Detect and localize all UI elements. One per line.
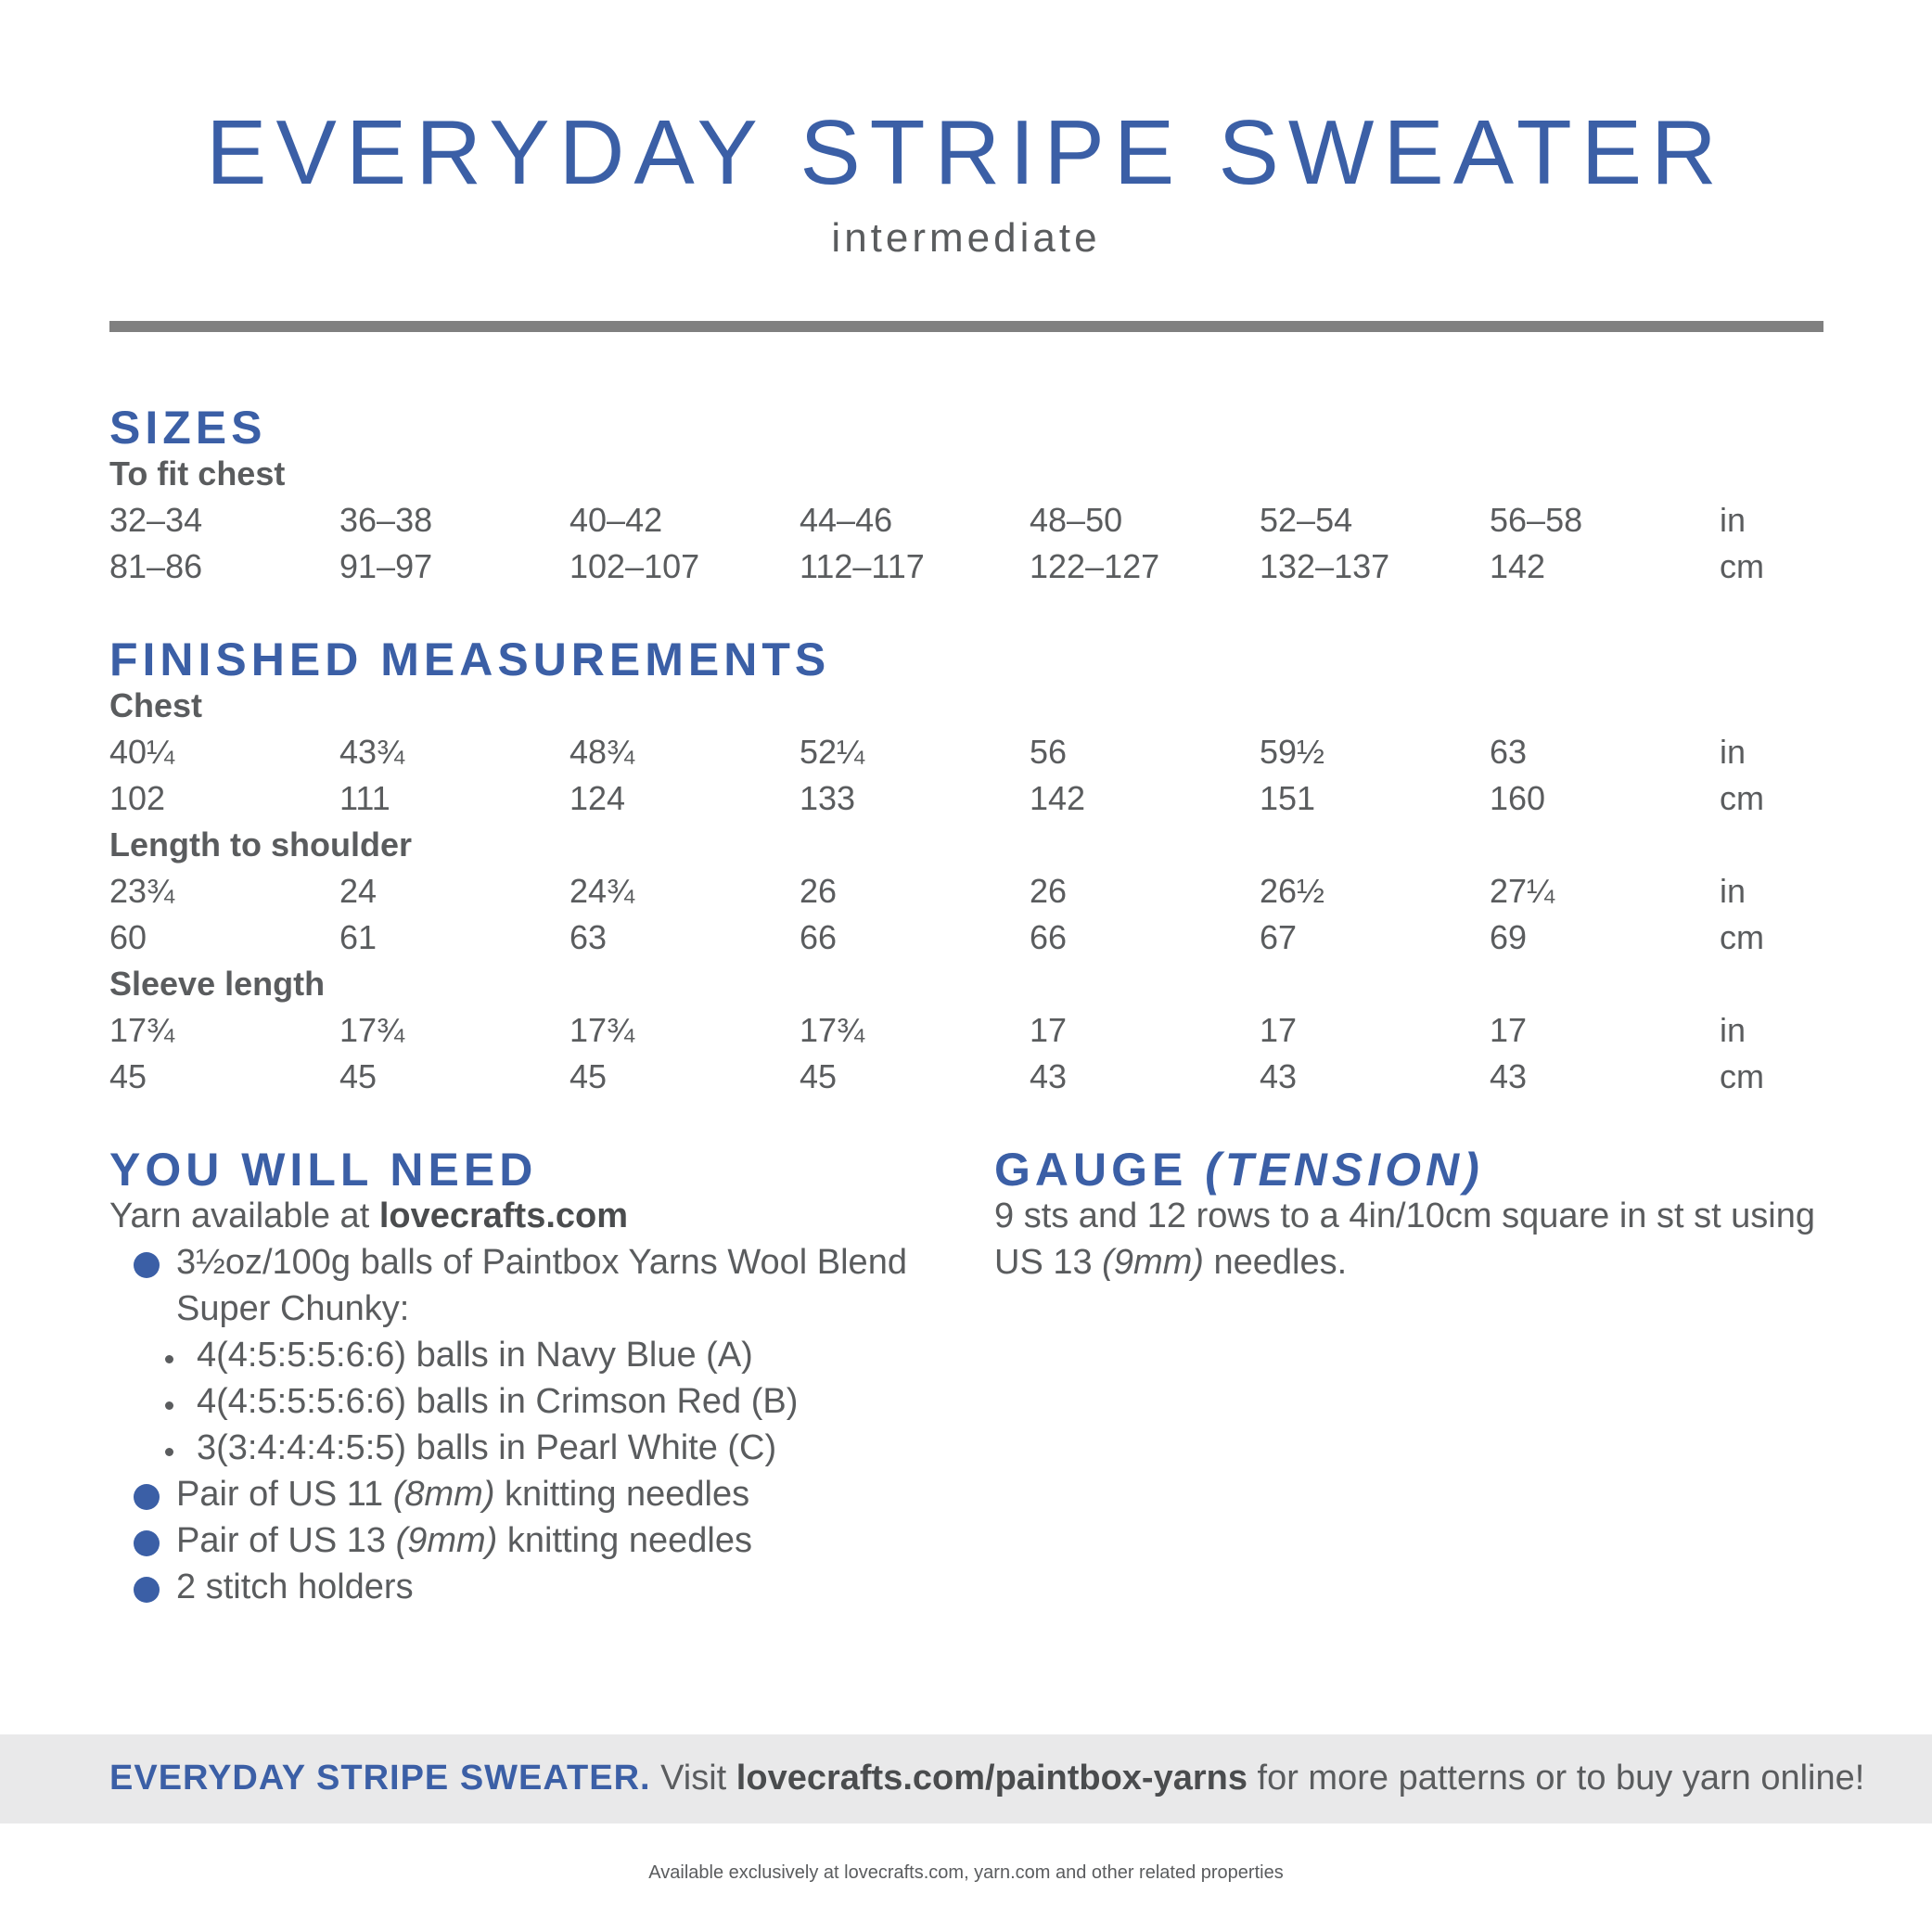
unit-label: in bbox=[1720, 1011, 1746, 1049]
gauge-heading-main: GAUGE bbox=[994, 1144, 1206, 1196]
stitch-holders-item: 2 stitch holders bbox=[176, 1567, 414, 1606]
size-value: 122–127 bbox=[1030, 547, 1160, 585]
availability-note: Available exclusively at lovecrafts.com, yarn.com and other related properties bbox=[648, 1862, 1284, 1883]
needles-size: (9mm) bbox=[395, 1521, 498, 1560]
measurement-value: 17¾ bbox=[800, 1011, 865, 1049]
measurement-value: 56 bbox=[1030, 733, 1068, 771]
size-value: 40–42 bbox=[569, 501, 663, 539]
gauge-text: needles. bbox=[1203, 1243, 1348, 1282]
measurement-value: 43 bbox=[1490, 1057, 1528, 1095]
yarn-color-item: 3(3:4:4:4:5:5) balls in Pearl White (C) bbox=[197, 1428, 777, 1467]
gauge-needle-size: (9mm) bbox=[1102, 1243, 1204, 1282]
divider bbox=[109, 321, 1823, 332]
needles-text: knitting needles bbox=[494, 1475, 750, 1514]
measurement-value: 151 bbox=[1260, 779, 1316, 817]
footer-link[interactable]: lovecrafts.com/paintbox-yarns bbox=[736, 1759, 1247, 1798]
needles-text: Pair of US 13 bbox=[176, 1521, 396, 1560]
measurement-value: 23¾ bbox=[109, 872, 175, 910]
needles-item-1 bbox=[176, 1475, 749, 1515]
measurement-value: 17 bbox=[1490, 1011, 1528, 1049]
size-value: 102–107 bbox=[569, 547, 700, 585]
sizes-heading: SIZES bbox=[109, 402, 267, 454]
size-value: 52–54 bbox=[1260, 501, 1353, 539]
measurement-value: 17 bbox=[1030, 1011, 1068, 1049]
measurement-value: 43¾ bbox=[339, 733, 405, 771]
gauge-line1: 9 sts and 12 rows to a 4in/10cm square in st st using bbox=[994, 1196, 1816, 1235]
yarn-item-line1: 3½oz/100g balls of Paintbox Yarns Wool Blend bbox=[176, 1243, 907, 1282]
measurement-value: 17 bbox=[1260, 1011, 1298, 1049]
footer-title: EVERYDAY STRIPE SWEATER. bbox=[109, 1759, 651, 1798]
measurement-value: 17¾ bbox=[569, 1011, 635, 1049]
measurement-value: 111 bbox=[339, 779, 390, 817]
measurement-value: 17¾ bbox=[339, 1011, 405, 1049]
to-fit-chest-label: To fit chest bbox=[109, 454, 286, 493]
lovecrafts-link[interactable]: lovecrafts.com bbox=[378, 1196, 629, 1235]
sleeve-length-label: Sleeve length bbox=[109, 965, 326, 1003]
measurement-value: 43 bbox=[1030, 1057, 1068, 1095]
footer-text bbox=[109, 1759, 1864, 1798]
measurement-value: 52¼ bbox=[800, 733, 865, 771]
unit-label: in bbox=[1720, 733, 1746, 771]
bullet-icon bbox=[134, 1484, 160, 1510]
yarn-item-line2: Super Chunky: bbox=[176, 1289, 410, 1328]
needles-size: (8mm) bbox=[392, 1475, 495, 1514]
measurement-value: 26 bbox=[800, 872, 838, 910]
page-title: EVERYDAY STRIPE SWEATER bbox=[206, 101, 1726, 203]
measurement-value: 26½ bbox=[1260, 872, 1325, 910]
measurement-value: 45 bbox=[339, 1057, 377, 1095]
size-value: 56–58 bbox=[1490, 501, 1583, 539]
unit-label: in bbox=[1720, 872, 1746, 910]
gauge-heading-italic: (TENSION) bbox=[1205, 1144, 1484, 1196]
bullet-icon bbox=[134, 1577, 160, 1603]
measurement-value: 45 bbox=[109, 1057, 147, 1095]
measurement-value: 45 bbox=[800, 1057, 838, 1095]
unit-label: cm bbox=[1720, 1057, 1764, 1095]
unit-label: cm bbox=[1720, 779, 1764, 817]
needles-text: knitting needles bbox=[497, 1521, 752, 1560]
measurement-value: 102 bbox=[109, 779, 166, 817]
unit-label: cm bbox=[1720, 547, 1764, 585]
size-value: 32–34 bbox=[109, 501, 203, 539]
measurement-value: 27¼ bbox=[1490, 872, 1555, 910]
measurement-value: 40¼ bbox=[109, 733, 175, 771]
measurement-value: 63 bbox=[569, 918, 608, 956]
size-value: 36–38 bbox=[339, 501, 433, 539]
bullet-icon bbox=[165, 1355, 173, 1363]
measurement-value: 24¾ bbox=[569, 872, 635, 910]
length-to-shoulder-label: Length to shoulder bbox=[109, 825, 412, 864]
size-value: 112–117 bbox=[800, 547, 925, 585]
size-value: 81–86 bbox=[109, 547, 203, 585]
measurement-value: 45 bbox=[569, 1057, 608, 1095]
bullet-icon bbox=[134, 1252, 160, 1278]
unit-label: in bbox=[1720, 501, 1746, 539]
measurement-value: 48¾ bbox=[569, 733, 635, 771]
needles-text: Pair of US 11 bbox=[176, 1475, 393, 1514]
needles-item-2 bbox=[176, 1521, 752, 1561]
bullet-icon bbox=[165, 1401, 173, 1410]
measurement-value: 66 bbox=[1030, 918, 1068, 956]
yarn-color-item: 4(4:5:5:5:6:6) balls in Crimson Red (B) bbox=[197, 1382, 799, 1421]
measurement-value: 60 bbox=[109, 918, 147, 956]
bullet-icon bbox=[165, 1448, 173, 1456]
size-value: 132–137 bbox=[1260, 547, 1390, 585]
measurement-value: 63 bbox=[1490, 733, 1528, 771]
measurement-value: 66 bbox=[800, 918, 838, 956]
measurement-value: 17¾ bbox=[109, 1011, 175, 1049]
size-value: 142 bbox=[1490, 547, 1546, 585]
measurement-value: 69 bbox=[1490, 918, 1528, 956]
measurement-value: 67 bbox=[1260, 918, 1298, 956]
measurement-value: 59½ bbox=[1260, 733, 1325, 771]
measurement-value: 26 bbox=[1030, 872, 1068, 910]
measurement-value: 142 bbox=[1030, 779, 1086, 817]
yarn-availability bbox=[109, 1196, 628, 1236]
you-will-need-heading: YOU WILL NEED bbox=[109, 1144, 538, 1196]
yarn-availability-text: Yarn available at bbox=[109, 1196, 379, 1235]
footer-visit: Visit bbox=[650, 1759, 736, 1798]
chest-label: Chest bbox=[109, 686, 203, 724]
gauge-text: US 13 bbox=[994, 1243, 1103, 1282]
measurement-value: 43 bbox=[1260, 1057, 1298, 1095]
measurement-value: 160 bbox=[1490, 779, 1546, 817]
gauge-line2 bbox=[994, 1243, 1347, 1283]
unit-label: cm bbox=[1720, 918, 1764, 956]
bullet-icon bbox=[134, 1530, 160, 1556]
size-value: 44–46 bbox=[800, 501, 893, 539]
measurement-value: 124 bbox=[569, 779, 626, 817]
footer-suffix: for more patterns or to buy yarn online! bbox=[1247, 1759, 1865, 1798]
skill-level: intermediate bbox=[831, 215, 1101, 261]
measurement-value: 24 bbox=[339, 872, 377, 910]
measurement-value: 61 bbox=[339, 918, 377, 956]
gauge-heading bbox=[994, 1143, 1484, 1196]
size-value: 48–50 bbox=[1030, 501, 1123, 539]
yarn-color-item: 4(4:5:5:5:6:6) balls in Navy Blue (A) bbox=[197, 1336, 753, 1375]
finished-measurements-heading: FINISHED MEASUREMENTS bbox=[109, 633, 831, 685]
size-value: 91–97 bbox=[339, 547, 433, 585]
measurement-value: 133 bbox=[800, 779, 856, 817]
